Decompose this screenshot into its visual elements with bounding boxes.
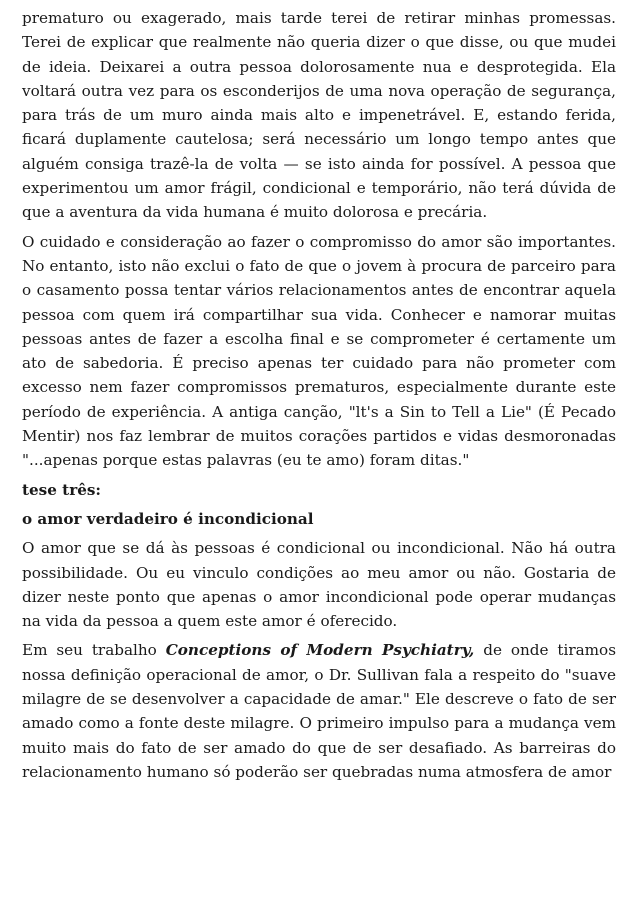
book-title: Conceptions of Modern Psychiatry, [165, 641, 475, 660]
paragraph-commitment: O cuidado e consideração ao fazer o compromisso do amor são importantes. No entanto, isto não exclui o fato de que o jovem à procura de parceiro para o casamento possa tentar vários relacionamentos antes de encontrar aquela pessoa com quem irá compartilhar sua vida. Conhecer e namorar muitas pessoas antes de fazer a escolha final e se comprometer é certamente um ato de sabedoria. É preciso apenas ter cuidado para não prometer com excesso nem fazer compromissos prematuros, especialmente durante este período de experiência. A antiga canção, "lt's a Sin to Tell a Lie" (É Pecado Mentir) nos faz lembrar de muitos corações partidos e vidas desmoronadas "...apenas porque estas palavras (eu te amo) foram ditas." [22, 232, 616, 470]
section-heading-unconditional-love: o amor verdadeiro é incondicional [22, 509, 314, 528]
paragraph-promises: prematuro ou exagerado, mais tarde terei de retirar minhas promessas. Terei de explicar que realmente não queria dizer o que disse, ou que mudei de ideia. Deixarei a outra pessoa dolorosamente nua e desprotegida. Ela voltará outra vez para os esconderijos de uma nova operação de segurança, para trás de um muro ainda mais alto e impenetrável. E, estando ferida, ficará duplamente cautelosa; será necessário um longo tempo antes que alguém consiga trazê-la de volta — se isto ainda for possível. A pessoa que experimentou um amor frágil, condicional e temporário, não terá dúvida de que a aventura da vida humana é muito dolorosa e precária. [22, 9, 616, 222]
document-page [22, 6, 616, 789]
section-heading-thesis: tese três: [22, 480, 102, 499]
paragraph-unconditional: O amor que se dá às pessoas é condicional ou incondicional. Não há outra possibilidade. Ou eu vinculo condições ao meu amor ou não. Gostaria de dizer neste ponto que apenas o amor incondicional pode operar mudanças na vida da pessoa a quem este amor é oferecido. [22, 539, 616, 631]
paragraph-sullivan-body: de onde tiramos nossa definição operacional de amor, o Dr. Sullivan fala a respeito do "suave milagre de se desenvolver a capacidade de amar." Ele descreve o fato de ser amado como a fonte deste milagre. O primeiro impulso para a mudança vem muito mais do fato de ser amado do que de ser desafiado. As barreiras do relacionamento humano só poderão ser quebradas numa atmosfera de amor [22, 641, 616, 781]
paragraph-sullivan [22, 638, 616, 784]
paragraph-sullivan-intro: Em seu trabalho [22, 641, 166, 660]
